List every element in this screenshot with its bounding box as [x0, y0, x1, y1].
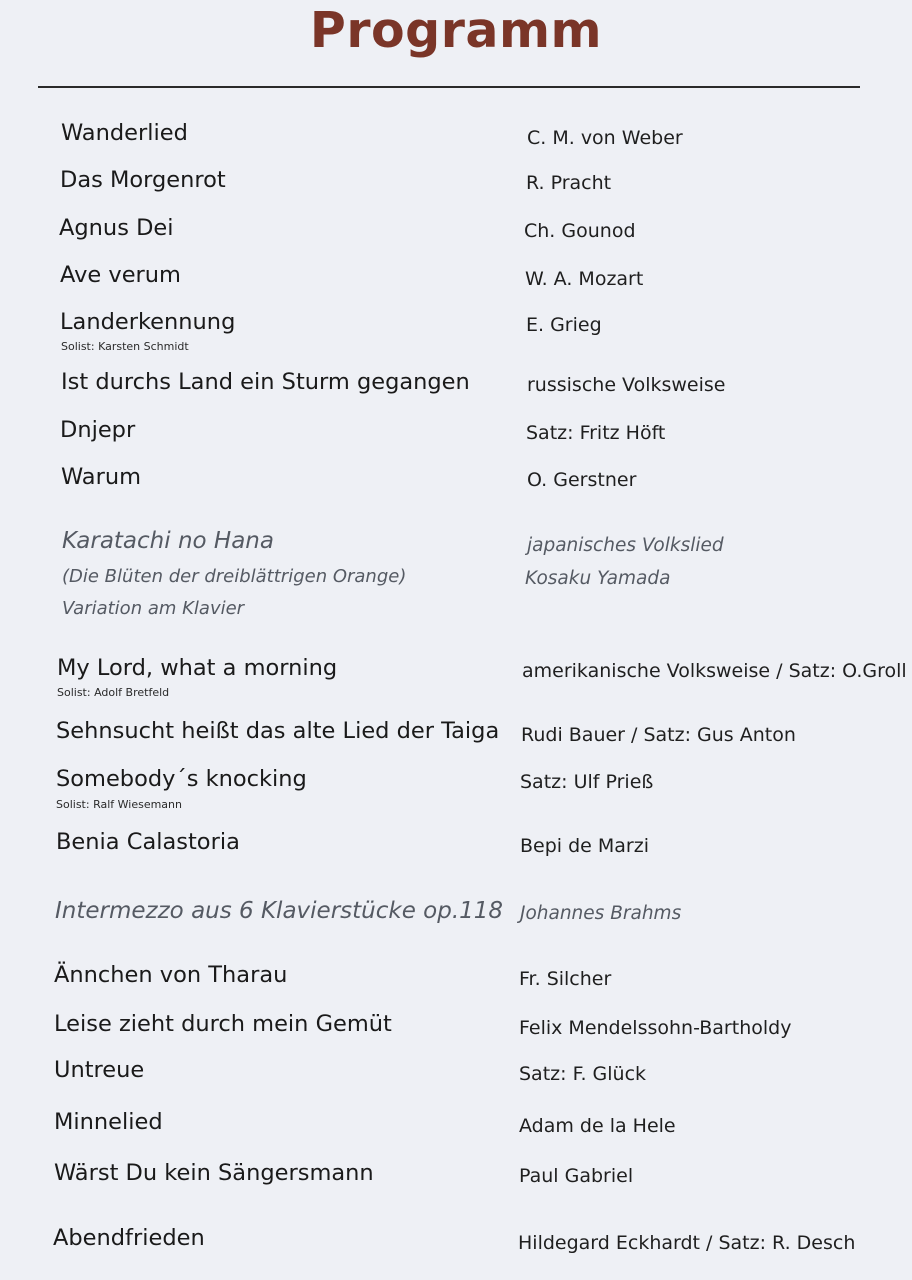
program-composer: Fr. Silcher: [519, 968, 612, 990]
program-piece: Ännchen von Tharau: [54, 962, 288, 988]
interlude-subtitle: (Die Blüten der dreiblättrigen Orange): [62, 566, 407, 587]
program-piece: Minnelied: [54, 1109, 163, 1135]
program-piece: Untreue: [54, 1057, 145, 1083]
program-composer: russische Volksweise: [527, 374, 726, 396]
program-piece: Somebody´s knocking: [56, 766, 307, 792]
interlude-composer: Johannes Brahms: [520, 903, 682, 924]
interlude-origin: japanisches Volkslied: [527, 535, 724, 556]
program-piece: Agnus Dei: [59, 215, 174, 241]
program-composer: Bepi de Marzi: [520, 835, 649, 857]
program-piece: Wanderlied: [61, 120, 188, 146]
interlude-piece: Intermezzo aus 6 Klavierstücke op.118: [55, 898, 504, 924]
program-composer: C. M. von Weber: [527, 127, 683, 149]
program-composer: amerikanische Volksweise / Satz: O.Groll: [522, 660, 907, 682]
program-piece: My Lord, what a morning: [57, 655, 338, 681]
program-piece: Benia Calastoria: [56, 829, 240, 855]
program-piece: Ist durchs Land ein Sturm gegangen: [61, 369, 470, 395]
program-piece: Warum: [61, 464, 142, 490]
program-composer: Hildegard Eckhardt / Satz: R. Desch: [518, 1232, 856, 1254]
program-piece: Sehnsucht heißt das alte Lied der Taiga: [56, 718, 500, 744]
program-composer: R. Pracht: [526, 172, 612, 194]
program-composer: Ch. Gounod: [524, 220, 636, 242]
program-piece: Landerkennung: [60, 309, 236, 335]
program-composer: E. Grieg: [526, 314, 602, 336]
program-piece: Das Morgenrot: [60, 167, 226, 193]
program-composer: Felix Mendelssohn-Bartholdy: [519, 1017, 792, 1039]
program-piece: Ave verum: [60, 262, 181, 288]
interlude-composer: Kosaku Yamada: [525, 568, 671, 589]
program-piece: Dnjepr: [60, 417, 136, 443]
program-composer: Adam de la Hele: [519, 1115, 676, 1137]
page-title: Programm: [309, 2, 603, 59]
program-composer: Paul Gabriel: [519, 1165, 634, 1187]
program-soloist: Solist: Adolf Bretfeld: [57, 686, 170, 699]
program-composer: Satz: Fritz Höft: [526, 422, 666, 444]
interlude-note: Variation am Klavier: [62, 598, 245, 619]
program-piece: Wärst Du kein Sängersmann: [54, 1160, 374, 1186]
program-soloist: Solist: Karsten Schmidt: [61, 340, 189, 353]
title-divider: [38, 86, 860, 88]
program-composer: Rudi Bauer / Satz: Gus Anton: [521, 724, 796, 746]
program-composer: W. A. Mozart: [525, 268, 644, 290]
program-composer: Satz: F. Glück: [519, 1063, 647, 1085]
program-piece: Abendfrieden: [53, 1225, 205, 1251]
program-composer: Satz: Ulf Prieß: [520, 771, 654, 793]
program-composer: O. Gerstner: [527, 469, 637, 491]
program-soloist: Solist: Ralf Wiesemann: [56, 798, 182, 811]
program-piece: Leise zieht durch mein Gemüt: [54, 1011, 392, 1037]
interlude-piece: Karatachi no Hana: [62, 528, 274, 554]
